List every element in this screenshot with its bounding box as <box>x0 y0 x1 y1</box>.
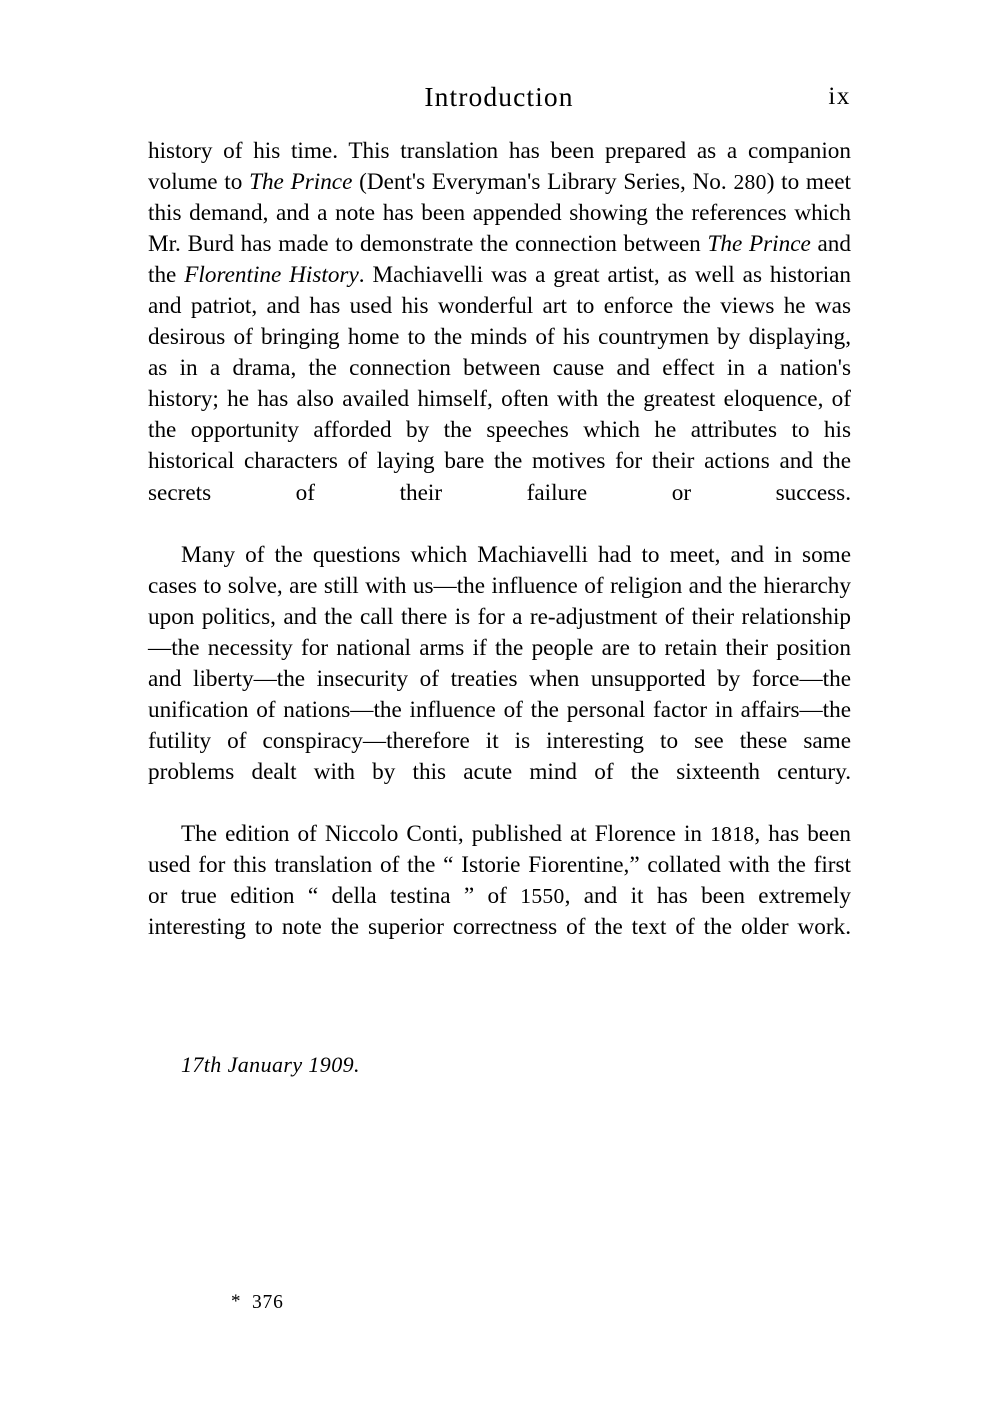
signature-mark <box>231 1291 284 1314</box>
paragraph-1-segment-1: history of his time. This translation has been prepared as a companion volume to <box>148 138 851 196</box>
paragraph-3 <box>148 819 851 974</box>
edition-year-1818: 1818 <box>710 822 755 847</box>
paragraph-1-segment-5: . Machiavelli was a great artist, as well as historian and patriot, and has used his wonderful art to enforce the views he was desirous of bringing home to the minds of his countrymen by displaying, as in a drama, the connection between cause and effect in a nation's history; he has also availed himself, often with the greatest eloquence, of the opportunity afforded by the speeches which he attributes to his historical characters of laying bare the motives for their actions and the secrets of their failure or success. <box>148 262 852 506</box>
page-title: Introduction <box>424 81 574 112</box>
paragraph-3-segment-3: , and it has been extremely interesting to note the superior correctness of the text of the older work. <box>148 883 851 941</box>
running-head <box>148 78 850 116</box>
body-text <box>148 136 851 974</box>
paragraph-3-segment-2: , has been used for this translation of the “ Istorie Fiorentine,” collated with the first or true edition “ della testina ” of <box>148 821 851 910</box>
title-the-prince-2: The Prince <box>707 231 811 258</box>
asterisk-icon: * <box>231 1291 241 1312</box>
paragraph-1-segment-2: (Dent's Everyman's Library Series, No. <box>352 169 734 196</box>
paragraph-2 <box>148 540 851 819</box>
series-number: 280 <box>733 170 767 195</box>
paragraph-1-segment-3: ) to meet this demand, and a note has been appended showing the references which Mr. Burd has made to demonstrate the connection between <box>148 169 851 258</box>
page-number: ix <box>828 83 851 110</box>
paragraph-3-segment-1: The edition of Niccolo Conti, published at Florence in <box>181 821 711 848</box>
paragraph-1-segment-4: and the <box>148 231 851 289</box>
paragraph-2-text: Many of the questions which Machiavelli had to meet, and in some cases to solve, are still with us—the influence of religion and the hierarchy upon politics, and the call there is for a re-adjustment of their relationship—the necessity for national arms if the people are to retain their position and liberty—the insecurity of treaties when unsupported by force—the unification of nations—the influence of the personal factor in affairs—the futility of conspiracy—therefore it is interesting to see these same problems dealt with by this acute mind of the sixteenth century. <box>148 541 851 785</box>
title-the-prince-1: The Prince <box>249 169 353 196</box>
signature-number: 376 <box>252 1292 284 1314</box>
paragraph-1 <box>148 136 851 540</box>
dateline: 17th January 1909. <box>181 1052 360 1077</box>
title-florentine-history: Florentine History <box>184 262 359 289</box>
edition-year-1550: 1550 <box>520 884 565 909</box>
